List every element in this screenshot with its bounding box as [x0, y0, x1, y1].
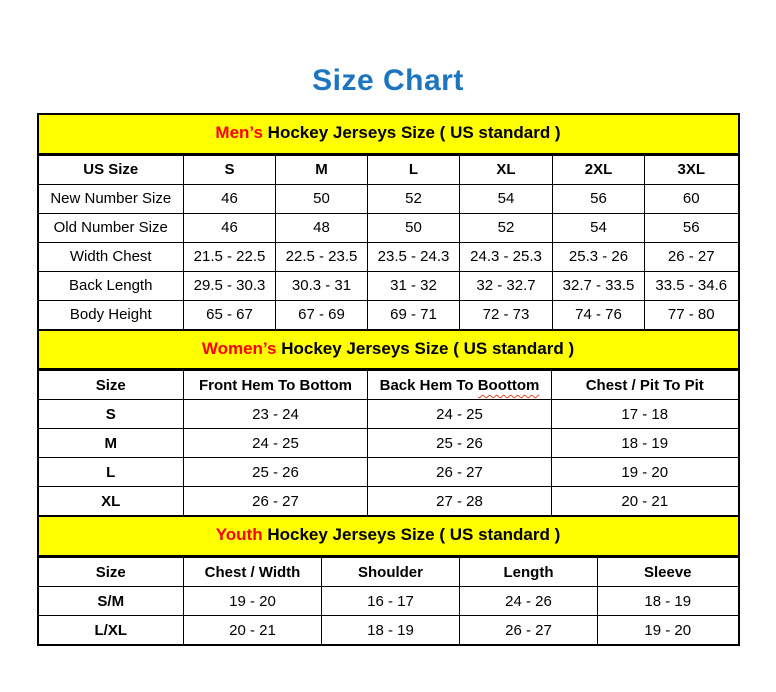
size-value-cell: 33.5 - 34.6 [645, 271, 738, 300]
section-band [39, 515, 738, 557]
column-header: Sleeve [598, 558, 738, 587]
size-value-cell: 21.5 - 22.5 [184, 242, 276, 271]
size-value-cell: 31 - 32 [368, 271, 460, 300]
size-value-cell: 30.3 - 31 [276, 271, 368, 300]
column-header: Chest / Width [184, 558, 322, 587]
size-table-mens [39, 155, 738, 329]
size-value-cell: 74 - 76 [553, 300, 645, 329]
size-value-cell: 24 - 26 [460, 587, 598, 616]
row-label: L/XL [39, 616, 184, 645]
size-value-cell: 26 - 27 [184, 487, 368, 516]
size-value-cell: 24 - 25 [184, 429, 368, 458]
size-value-cell: 19 - 20 [184, 587, 322, 616]
misspelled-word: Boottom [477, 376, 540, 394]
column-header: M [276, 155, 368, 184]
size-value-cell: 18 - 19 [552, 429, 738, 458]
band-label: Hockey Jerseys Size ( US standard ) [276, 338, 575, 358]
section-band [39, 115, 738, 155]
band-label: Hockey Jerseys Size ( US standard ) [262, 123, 561, 142]
column-header [368, 371, 552, 400]
header-row [39, 558, 738, 587]
row-label: New Number Size [39, 184, 184, 213]
size-value-cell: 69 - 71 [368, 300, 460, 329]
size-value-cell: 25 - 26 [368, 429, 552, 458]
table-row [39, 429, 738, 458]
row-label: Width Chest [39, 242, 184, 271]
size-value-cell: 46 [184, 184, 276, 213]
size-table-youth [39, 557, 738, 644]
size-table-section-mens [39, 115, 738, 329]
size-value-cell: 25 - 26 [184, 458, 368, 487]
row-label: XL [39, 487, 184, 516]
header-row [39, 155, 738, 184]
column-header: S [184, 155, 276, 184]
table-row [39, 271, 738, 300]
size-tables [37, 113, 740, 646]
size-value-cell: 24.3 - 25.3 [460, 242, 553, 271]
size-value-cell: 77 - 80 [645, 300, 738, 329]
row-label: L [39, 458, 184, 487]
size-value-cell: 23.5 - 24.3 [368, 242, 460, 271]
size-value-cell: 50 [368, 213, 460, 242]
size-value-cell: 22.5 - 23.5 [276, 242, 368, 271]
size-value-cell: 67 - 69 [276, 300, 368, 329]
size-value-cell: 29.5 - 30.3 [184, 271, 276, 300]
table-row [39, 400, 738, 429]
size-value-cell: 52 [368, 184, 460, 213]
table-row [39, 184, 738, 213]
size-value-cell: 26 - 27 [368, 458, 552, 487]
size-value-cell: 50 [276, 184, 368, 213]
size-value-cell: 60 [645, 184, 738, 213]
row-label: Old Number Size [39, 213, 184, 242]
size-value-cell: 56 [553, 184, 645, 213]
column-header: 2XL [553, 155, 645, 184]
size-value-cell: 26 - 27 [645, 242, 738, 271]
band-label: Hockey Jerseys Size ( US standard ) [262, 525, 561, 545]
row-label-header: Size [39, 558, 184, 587]
band-accent: Men’s [215, 123, 263, 142]
size-value-cell: 24 - 25 [368, 400, 552, 429]
section-band [39, 329, 738, 371]
column-header: Front Hem To Bottom [184, 371, 368, 400]
column-header: Chest / Pit To Pit [552, 371, 738, 400]
band-accent: Youth [215, 525, 263, 545]
row-label-header: Size [39, 371, 184, 400]
row-label: M [39, 429, 184, 458]
size-value-cell: 23 - 24 [184, 400, 368, 429]
table-row [39, 300, 738, 329]
size-value-cell: 48 [276, 213, 368, 242]
row-label-header: US Size [39, 155, 184, 184]
size-value-cell: 56 [645, 213, 738, 242]
table-row [39, 213, 738, 242]
size-value-cell: 26 - 27 [460, 616, 598, 645]
table-row [39, 458, 738, 487]
size-value-cell: 20 - 21 [552, 487, 738, 516]
size-value-cell: 46 [184, 213, 276, 242]
column-header: L [368, 155, 460, 184]
size-value-cell: 18 - 19 [322, 616, 460, 645]
size-table-womens [39, 370, 738, 515]
size-value-cell: 16 - 17 [322, 587, 460, 616]
row-label: S [39, 400, 184, 429]
column-header-text: Back Hem To [379, 376, 478, 394]
row-label: S/M [39, 587, 184, 616]
table-row [39, 242, 738, 271]
size-value-cell: 54 [460, 184, 553, 213]
size-value-cell: 19 - 20 [598, 616, 738, 645]
table-row [39, 487, 738, 516]
header-row [39, 371, 738, 400]
size-value-cell: 65 - 67 [184, 300, 276, 329]
size-value-cell: 32.7 - 33.5 [553, 271, 645, 300]
row-label: Back Length [39, 271, 184, 300]
row-label: Body Height [39, 300, 184, 329]
band-accent: Women’s [201, 338, 277, 358]
size-value-cell: 20 - 21 [184, 616, 322, 645]
size-value-cell: 54 [553, 213, 645, 242]
size-value-cell: 19 - 20 [552, 458, 738, 487]
column-header: Shoulder [322, 558, 460, 587]
column-header: XL [460, 155, 553, 184]
size-value-cell: 18 - 19 [598, 587, 738, 616]
column-header: Length [460, 558, 598, 587]
column-header: 3XL [645, 155, 738, 184]
size-value-cell: 25.3 - 26 [553, 242, 645, 271]
size-table-section-womens [39, 329, 738, 516]
size-value-cell: 17 - 18 [552, 400, 738, 429]
table-row [39, 616, 738, 645]
size-value-cell: 32 - 32.7 [460, 271, 553, 300]
size-value-cell: 52 [460, 213, 553, 242]
size-value-cell: 72 - 73 [460, 300, 553, 329]
size-value-cell: 27 - 28 [368, 487, 552, 516]
size-table-section-youth [39, 515, 738, 644]
page-title: Size Chart [312, 64, 464, 97]
table-row [39, 587, 738, 616]
